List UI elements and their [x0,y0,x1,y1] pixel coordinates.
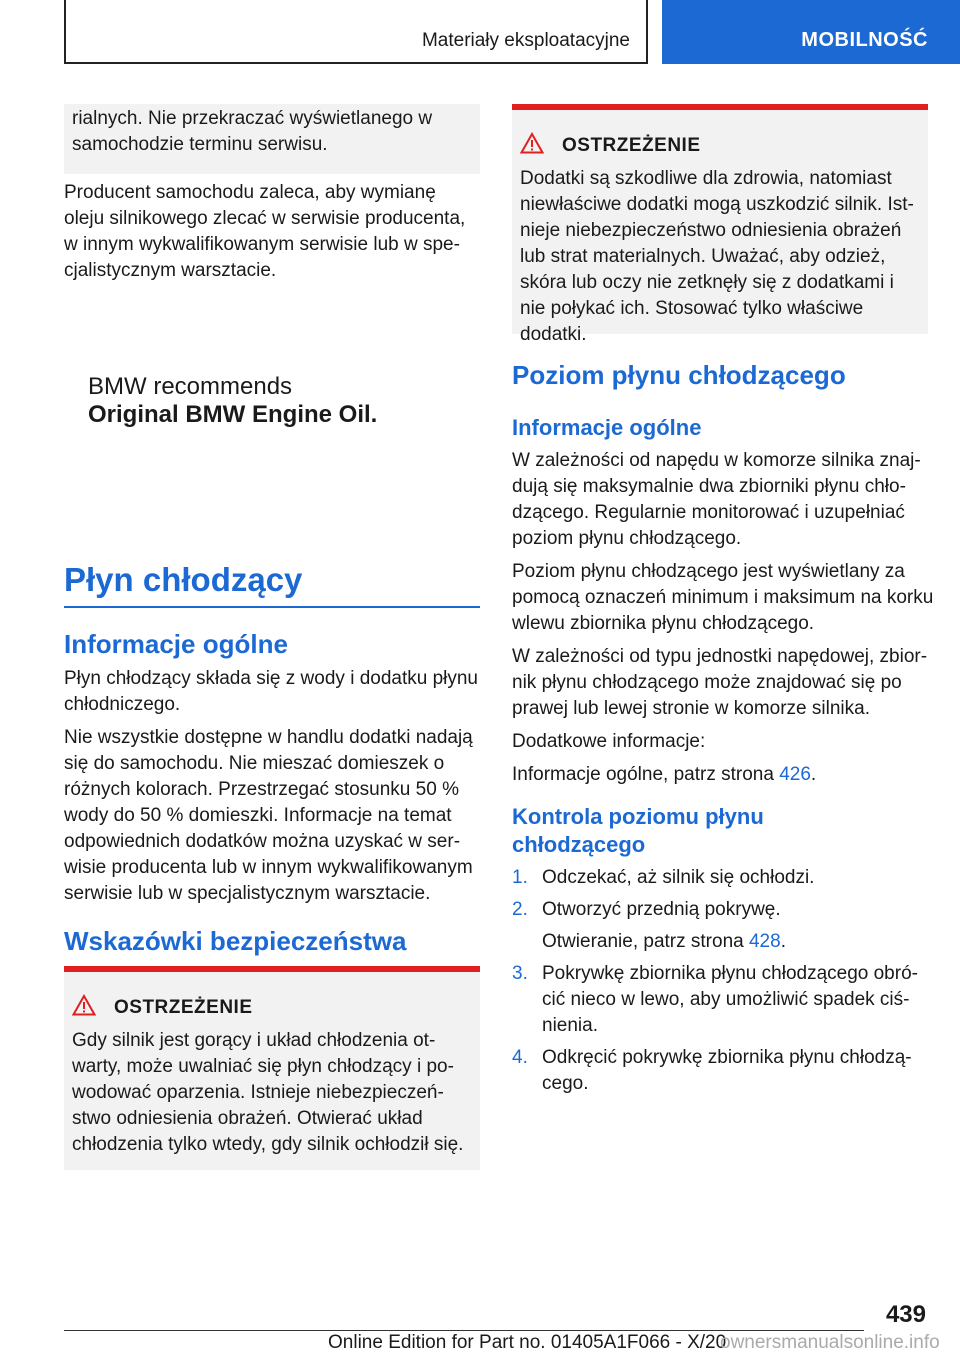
step-3-text: Pokrywkę zbiornika płynu chłodzącego obró- cić nieco w lewo, aby umożliwić spadek ciś- nienia. [542,963,918,1036]
bmw-oil-promo [88,373,478,429]
left-general-p1: Płyn chłodzący składa się z wody i dodatku płynu chłodniczego. [64,668,479,715]
watermark: ownersmanualsonline.info [720,1332,940,1353]
header-section-title: Materiały eksploatacyjne [421,30,630,51]
safety-heading: Wskazówki bezpieczeństwa [64,926,407,956]
step-4-text: Odkręcić pokrywkę zbiornika płynu chłodzą- cego. [542,1047,912,1094]
level-check-heading: Kontrola poziomu płynu chłodzącego [512,804,764,857]
coolant-level-heading: Poziom płynu chłodzącego [512,360,846,390]
right-general-p3: W zależności od typu jednostki napędowej, zbior- nik płynu chłodzącego może znajdować się po prawej lub lewej stronie w komorze silnika. [512,646,928,719]
left-warning-box [64,966,480,1170]
right-warning-text: Dodatki są szkodliwe dla zdrowia, natomiast niewłaściwe dodatki mogą uszkodzić silnik. Ist- nieje niebezpieczeństwo odniesienia obrażeń lub strat materialnych. Uważać, aby odzież, skóra lub oczy nie zetknęły się z dodatkami i nie połykać ich. Stosować tylko właściwe dodatki. [520,168,914,345]
footer-rule [64,1330,864,1331]
warning-triangle-icon [520,132,546,162]
level-check-steps [512,865,932,1103]
step-2-sub-text: Otwieranie, patrz strona [542,931,749,952]
edition-line: Online Edition for Part no. 01405A1F066 - X/20 [328,1332,727,1353]
note-continuation-text: rialnych. Nie przekraczać wyświetlanego w samochodzie terminu serwisu. [72,108,433,155]
step-1-number: 1. [512,867,528,888]
page-link-426[interactable]: 426 [779,764,811,785]
coolant-heading [64,560,480,608]
step-3-number: 3. [512,963,528,984]
right-general-p4: Dodatkowe informacje: [512,731,706,752]
warning-triangle-icon [72,994,98,1024]
step-1 [512,865,932,891]
oil-paragraph-block [64,180,480,291]
right-general-p2: Poziom płynu chłodzącego jest wyświetlany za pomocą oznaczeń minimum i maksimum na korku wlewu zbiornika płynu chłodzącego. [512,561,934,634]
promo-line-1: BMW recommends [88,373,293,400]
chapter-tab[interactable] [662,0,960,64]
step-4-number: 4. [512,1047,528,1068]
ref-text: Informacje ogólne, patrz strona [512,764,780,785]
right-warning-title [520,132,918,162]
step-4 [512,1045,932,1097]
right-general-p5 [512,762,942,788]
chapter-tab-label: MOBILNOŚĆ [801,29,928,51]
page-link-428[interactable]: 428 [748,931,781,952]
left-warning-title [72,994,466,1024]
step-2-sub [512,929,932,955]
step-2-text: Otworzyć przednią pokrywę. [542,899,781,920]
note-continuation-box [64,104,480,174]
left-general-heading: Informacje ogólne [64,629,288,659]
page-number: 439 [885,1301,926,1328]
right-warning-box [512,104,928,345]
right-general-body [512,448,942,795]
right-general-heading: Informacje ogólne [512,415,702,440]
step-3 [512,961,932,1039]
left-warning-title-text: OSTRZEŻENIE [114,997,253,1018]
left-warning-text: Gdy silnik jest gorący i układ chłodzenia ot- warty, może uwalniać się płyn chłodzący i po- wodować oparzenia. Istnieje niebezpieczeń- stwo odniesienia obrażeń. Otwierać układ chłodzenia tylko wtedy, gdy silnik ochłodził się. [72,1030,464,1155]
step-1-text: Odczekać, aż silnik się ochłodzi. [542,867,815,888]
left-general-body [64,666,480,914]
left-general-p2: Nie wszystkie dostępne w handlu dodatki nadają się do samochodu. Nie mieszać domieszek o różnych kolorach. Przestrzegać stosunku 50 % wody do 50 % domieszki. Informacje na temat odpowiednich dodatków można uzyskać w ser- wisie producenta lub w innym wykwalifikowanym serwisie lub w specjalistycznym warsztacie. [64,727,473,904]
step-2-number: 2. [512,899,528,920]
oil-paragraph: Producent samochodu zaleca, aby wymianę oleju silnikowego zlecać w serwisie producenta, w innym wykwalifikowanym serwisie lub w spe- cjalistycznym warsztacie. [64,182,466,281]
step-2 [512,897,932,923]
coolant-heading-text: Płyn chłodzący [64,561,303,598]
promo-line-2: Original BMW Engine Oil. [88,401,378,428]
right-general-p1: W zależności od napędu w komorze silnika znaj- dują się maksymalnie dwa zbiorniki płynu chło- dzącego. Regularnie monitorować i uzupełniać poziom płynu chłodzącego. [512,450,921,549]
right-warning-title-text: OSTRZEŻENIE [562,135,701,156]
step-2-sub-end: . [780,931,786,952]
ref-end: . [810,764,817,785]
